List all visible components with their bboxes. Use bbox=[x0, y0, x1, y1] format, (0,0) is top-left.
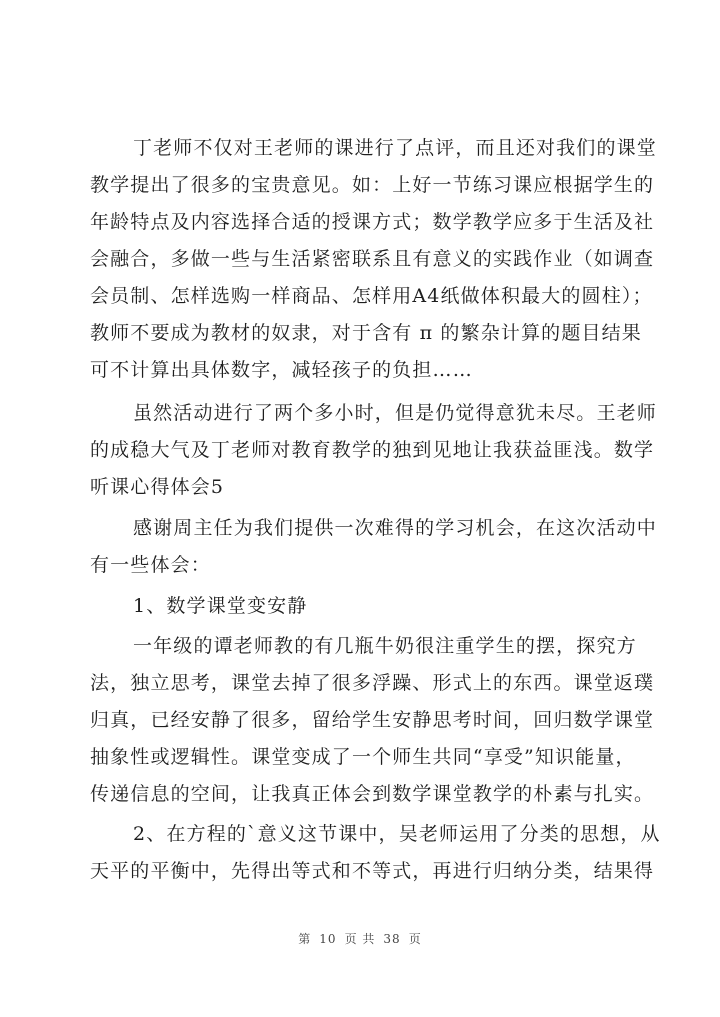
text-line-15: 法，独立思考，课堂去掉了很多浮躁、形式上的东西。课堂返璞 bbox=[90, 672, 655, 694]
text-line-10: 听课心得体会5 bbox=[90, 476, 225, 498]
text-line-8: 虽然活动进行了两个多小时，但是仍觉得意犹未尽。王老师 bbox=[133, 402, 657, 424]
text-line-4: 会融合，多做一些与生活紧密联系且有意义的实践作业（如调查 bbox=[90, 248, 655, 270]
section-heading-1: 1、数学课堂变安静 bbox=[133, 595, 308, 617]
text-line-11: 感谢周主任为我们提供一次难得的学习机会，在这次活动中 bbox=[133, 517, 657, 539]
text-line-2: 教学提出了很多的宝贵意见。如：上好一节练习课应根据学生的 bbox=[90, 174, 655, 196]
text-line-16: 归真，已经安静了很多，留给学生安静思考时间，回归数学课堂 bbox=[90, 709, 655, 731]
text-line-5: 会员制、怎样选购一样商品、怎样用A4纸做体积最大的圆柱）； bbox=[90, 285, 653, 307]
footer-suffix: 页 bbox=[408, 932, 422, 946]
text-line-19: 2、在方程的`意义这节课中，吴老师运用了分类的思想，从 bbox=[133, 823, 661, 845]
text-line-20: 天平的平衡中，先得出等式和不等式，再进行归纳分类，结果得 bbox=[90, 860, 655, 882]
text-line-12: 有一些体会： bbox=[90, 554, 211, 576]
footer-middle: 页 共 bbox=[344, 932, 376, 946]
footer-page-number: 10 bbox=[319, 932, 337, 946]
text-line-17: 抽象性或逻辑性。课堂变成了一个师生共同“享受”知识能量， bbox=[90, 746, 636, 768]
text-line-3: 年龄特点及内容选择合适的授课方式；数学教学应多于生活及社 bbox=[90, 211, 655, 233]
text-line-9: 的成稳大气及丁老师对教育教学的独到见地让我获益匪浅。数学 bbox=[90, 439, 655, 461]
text-line-7: 可不计算出具体数字，减轻孩子的负担…… bbox=[90, 359, 473, 381]
text-line-18: 传递信息的空间，让我真正体会到数学课堂教学的朴素与扎实。 bbox=[90, 783, 655, 805]
text-line-1: 丁老师不仅对王老师的课进行了点评，而且还对我们的课堂 bbox=[133, 137, 657, 159]
text-line-14: 一年级的谭老师教的有几瓶牛奶很注重学生的摆，探究方 bbox=[133, 635, 637, 657]
page-footer bbox=[0, 930, 720, 947]
footer-total-pages: 38 bbox=[383, 932, 401, 946]
text-line-6: 教师不要成为教材的奴隶，对于含有 π 的繁杂计算的题目结果 bbox=[90, 322, 642, 344]
footer-prefix: 第 bbox=[298, 932, 312, 946]
